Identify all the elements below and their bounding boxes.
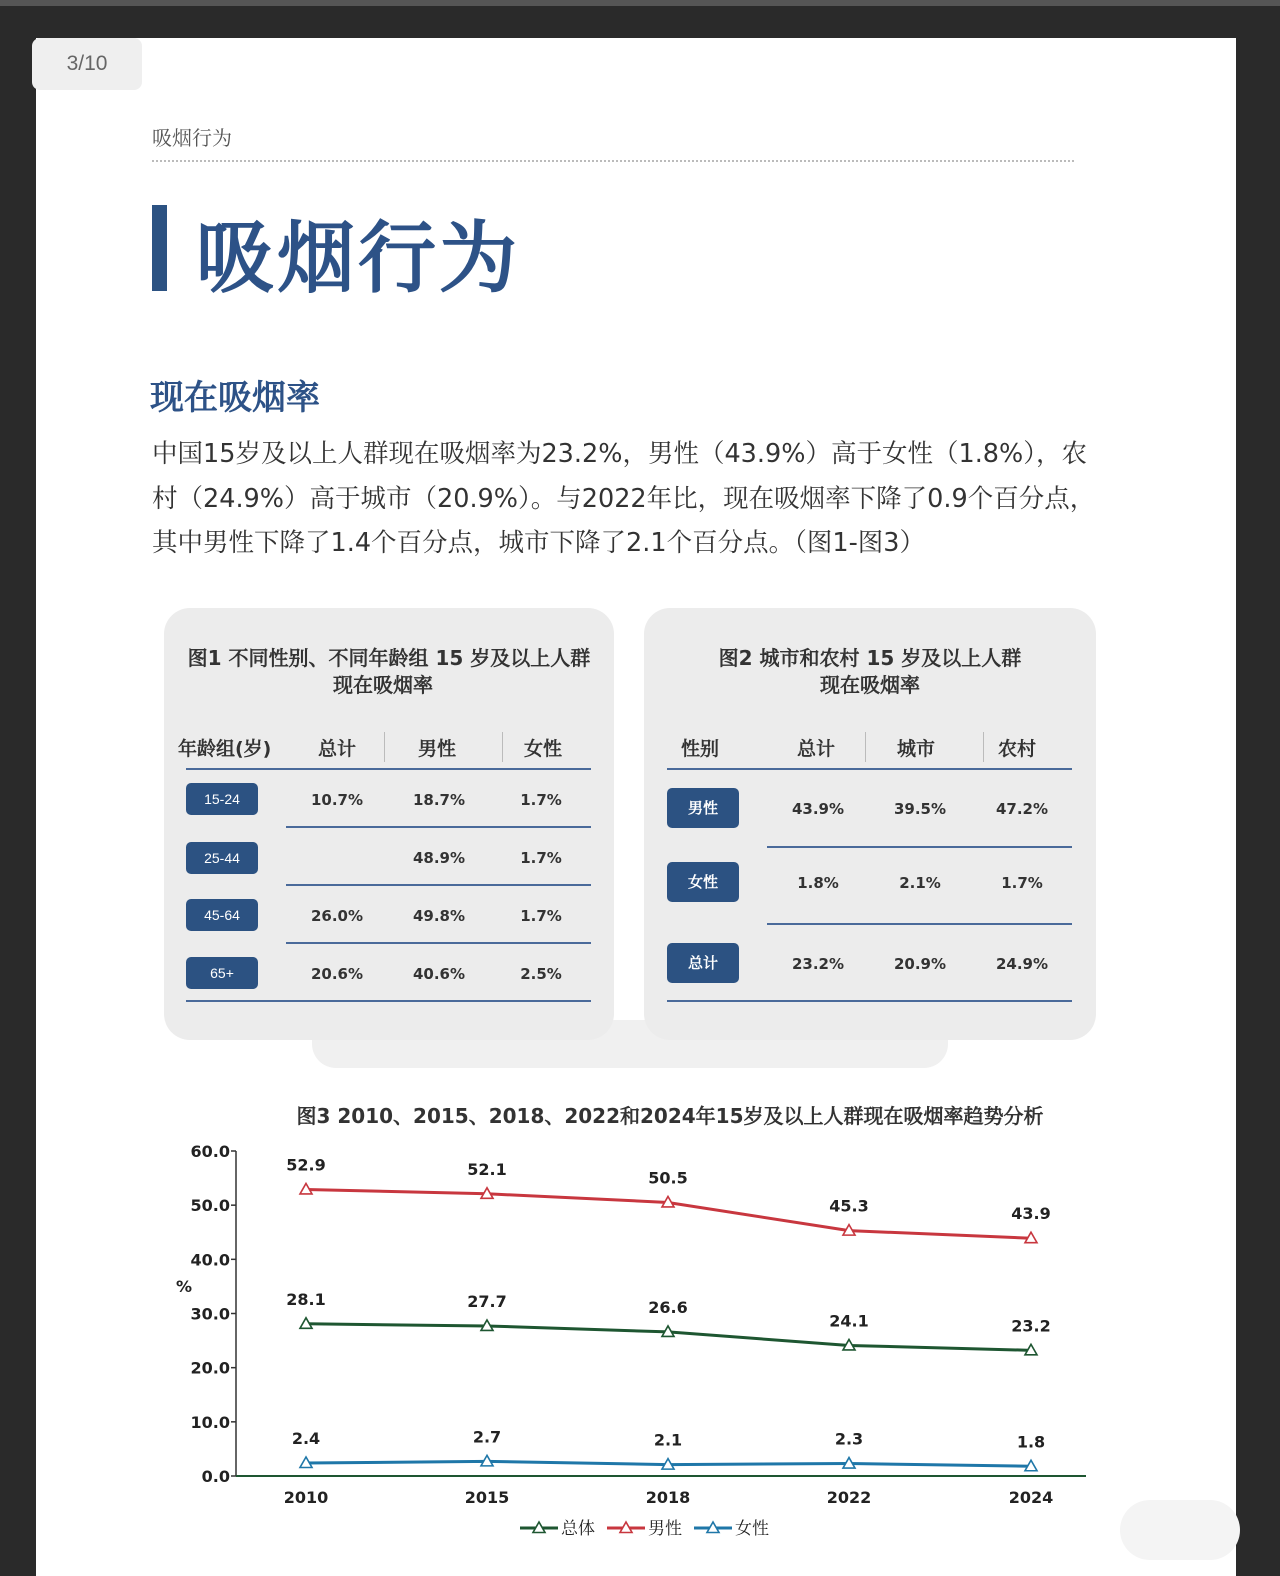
legend-label: 女性 [735, 1519, 769, 1539]
fig2-cell-total: 23.2% [791, 955, 845, 973]
fig1-title-line1: 图1 不同性别、不同年龄组 15 岁及以上人群 [187, 646, 591, 670]
fig1-cell-female: 1.7% [520, 791, 562, 809]
fig1-cell-total: 10.7% [310, 791, 364, 809]
fig2-header-rural: 农村 [998, 738, 1037, 760]
y-tick-label: 50.0 [190, 1196, 230, 1216]
fig1-title-line2: 现在吸烟率 [333, 673, 433, 697]
fig1-group-pill: 25-44 [186, 842, 258, 874]
header-divider [152, 160, 1074, 162]
fig2-row-rule [767, 923, 1072, 925]
legend-label: 男性 [648, 1519, 682, 1539]
fig2-bottom-rule [667, 1000, 1072, 1002]
fig2-title-line2: 现在吸烟率 [820, 673, 920, 697]
fig1-header-rule [186, 768, 591, 770]
y-tick-label: 30.0 [190, 1304, 230, 1324]
viewer-top-bar [0, 0, 1280, 6]
fig1-group-pill: 15-24 [186, 783, 258, 815]
y-tick-label: 10.0 [190, 1412, 230, 1432]
data-label: 26.6 [648, 1297, 688, 1317]
fig1-cell-female: 2.5% [520, 965, 562, 983]
data-label: 2.7 [472, 1427, 502, 1447]
data-label: 28.1 [286, 1289, 326, 1309]
fig2-cell-rural: 24.9% [995, 955, 1049, 973]
data-label: 2.4 [291, 1429, 321, 1448]
fig1-header-male: 男性 [418, 738, 457, 760]
fig3-trend-chart [150, 1130, 1110, 1550]
y-tick-label: 60.0 [190, 1142, 230, 1161]
x-tick-label: 2015 [464, 1488, 510, 1507]
fig2-cell-rural: 47.2% [995, 800, 1049, 818]
section-paragraph: 中国15岁及以上人群现在吸烟率为23.2%，男性（43.9%）高于女性（1.8%），农村（24.9%）高于城市（20.9%）。与2022年比，现在吸烟率下降了0.9个百分点，其中男性下降了1.4个百分点，城市下降了2.1个百分点。（图1-图3） [152, 439, 1096, 558]
fig2-group-pill: 总计 [667, 943, 739, 983]
x-tick-label: 2018 [645, 1488, 691, 1507]
section-title: 现在吸烟率 [150, 378, 320, 418]
fig2-cell-urban: 20.9% [893, 955, 947, 973]
fig1-group-pill: 45-64 [186, 899, 258, 931]
data-label: 50.5 [648, 1168, 688, 1188]
fig2-card [644, 608, 1096, 1040]
fig2-group-pill: 女性 [667, 862, 739, 902]
y-tick-label: 20.0 [190, 1358, 230, 1378]
fig2-header-gender: 性别 [681, 738, 720, 760]
fig2-cell-urban: 2.1% [899, 874, 941, 892]
fig2-cell-total: 1.8% [797, 874, 839, 892]
fig1-header-total: 总计 [318, 738, 357, 760]
y-tick-label: 40.0 [190, 1250, 230, 1270]
fig2-cell-rural: 1.7% [1001, 874, 1043, 892]
fig1-cell-female: 1.7% [520, 907, 562, 925]
fig1-row-rule [286, 942, 591, 944]
fig2-title-line1: 图2 城市和农村 15 岁及以上人群 [718, 646, 1022, 670]
title-accent-bar [152, 205, 167, 291]
fig3-title: 图3 2010、2015、2018、2022和2024年15岁及以上人群现在吸烟率趋势分析 [296, 1104, 1044, 1128]
fig2-header-total: 总计 [797, 738, 836, 760]
running-header: 吸烟行为 [152, 126, 232, 150]
corner-overlay [1120, 1500, 1240, 1560]
fig1-bottom-rule [186, 1000, 591, 1002]
x-tick-label: 2022 [826, 1488, 872, 1507]
data-label: 43.9 [1011, 1204, 1051, 1224]
fig1-header-separator [384, 732, 385, 762]
data-label: 52.1 [467, 1159, 507, 1179]
data-label: 45.3 [829, 1196, 869, 1216]
fig2-header-urban: 城市 [897, 738, 936, 760]
fig2-header-rule [667, 768, 1072, 770]
fig1-cell-total: 26.0% [310, 907, 364, 925]
page-title: 吸烟行为 [196, 214, 521, 304]
fig1-group-pill: 65+ [186, 957, 258, 989]
fig1-row-rule [286, 884, 591, 886]
fig1-cell-female: 1.7% [520, 849, 562, 867]
fig1-header-age: 年龄组(岁) [178, 738, 272, 760]
data-label: 52.9 [286, 1155, 326, 1175]
data-label: 27.7 [467, 1291, 507, 1311]
fig2-cell-urban: 39.5% [893, 800, 947, 818]
fig1-header-female: 女性 [524, 738, 563, 760]
data-label: 1.8 [1016, 1432, 1046, 1452]
fig1-cell-total: 20.6% [310, 965, 364, 983]
fig1-cell-male: 48.9% [412, 849, 466, 867]
fig2-cell-total: 43.9% [791, 800, 845, 818]
page-indicator: 3/10 [32, 38, 142, 90]
fig1-card [164, 608, 614, 1040]
fig1-cell-male: 49.8% [412, 907, 466, 925]
data-label: 23.2 [1011, 1316, 1051, 1336]
data-label: 24.1 [829, 1311, 869, 1331]
x-tick-label: 2010 [283, 1488, 329, 1507]
data-label: 2.3 [834, 1429, 864, 1449]
fig2-group-pill: 男性 [667, 788, 739, 828]
fig1-header-separator [502, 732, 503, 762]
fig1-row-rule [286, 826, 591, 828]
data-label: 2.1 [653, 1430, 683, 1450]
fig1-cell-male: 18.7% [412, 791, 466, 809]
fig1-cell-male: 40.6% [412, 965, 466, 983]
y-axis-label: % [175, 1277, 193, 1296]
fig2-header-separator [865, 732, 866, 762]
fig2-header-separator [983, 732, 984, 762]
x-tick-label: 2024 [1008, 1488, 1054, 1507]
fig2-row-rule [767, 846, 1072, 848]
legend-label: 总体 [561, 1519, 595, 1539]
y-tick-label: 0.0 [201, 1467, 230, 1486]
